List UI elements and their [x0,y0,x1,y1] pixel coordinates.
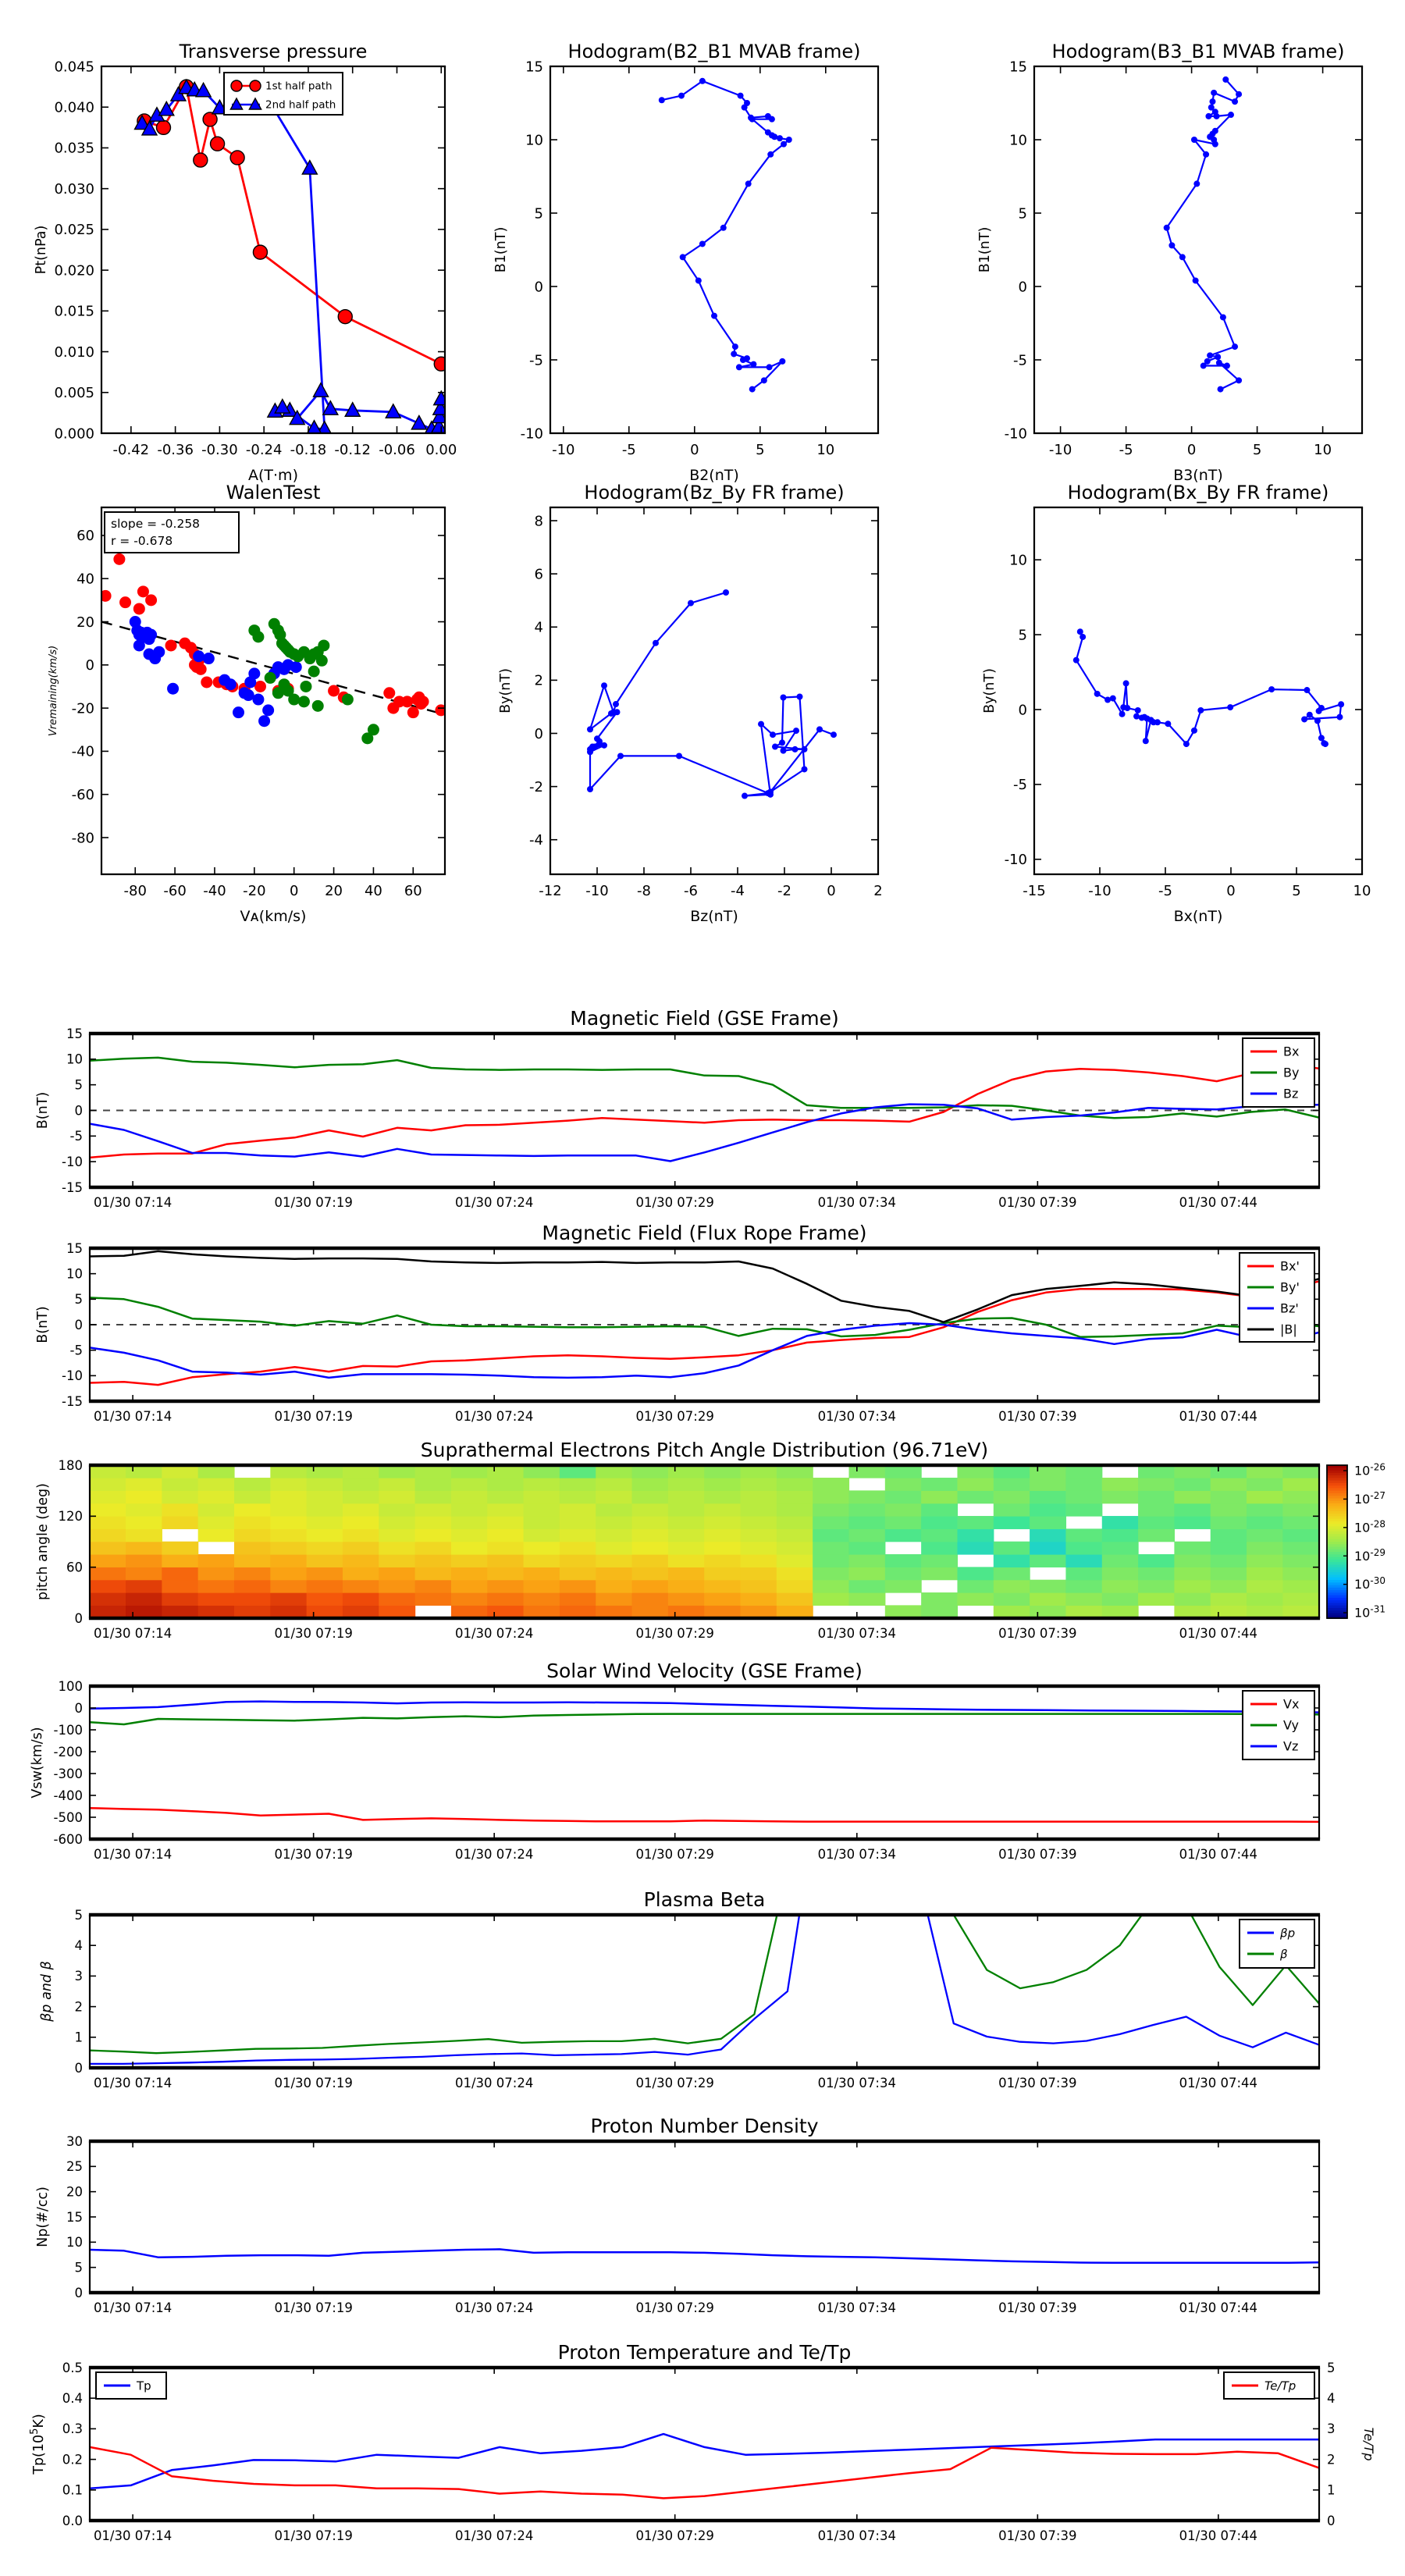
svg-text:-100: -100 [53,1722,83,1738]
svg-text:01/30 07:34: 01/30 07:34 [817,1409,896,1424]
svg-text:Hodogram(Bx_By FR frame): Hodogram(Bx_By FR frame) [1067,482,1329,503]
svg-text:01/30 07:24: 01/30 07:24 [454,2528,534,2543]
svg-text:Vz: Vz [1283,1738,1299,1754]
svg-text:-10: -10 [520,425,543,443]
svg-text:-15: -15 [62,1179,83,1195]
svg-text:01/30 07:19: 01/30 07:19 [274,2076,353,2090]
svg-text:B1(nT): B1(nT) [977,226,993,273]
svg-text:01/30 07:24: 01/30 07:24 [454,1409,534,1424]
svg-text:-0.42: -0.42 [112,442,150,458]
svg-text:6: 6 [534,566,543,583]
svg-text:-4: -4 [529,832,543,849]
b-gse-legend [1243,1038,1314,1107]
svg-text:10-28: $10^{-28}$ [1354,1518,1385,1535]
svg-text:Bx(nT): Bx(nT) [1173,908,1223,925]
svg-text:0: 0 [1327,2513,1336,2528]
svg-text:01/30 07:24: 01/30 07:24 [454,1847,534,1862]
svg-text:01/30 07:14: 01/30 07:14 [93,2076,173,2090]
svg-text:2: 2 [1327,2452,1336,2467]
svg-text:-500: -500 [53,1809,83,1825]
svg-text:01/30 07:14: 01/30 07:14 [93,1195,173,1210]
svg-text:β: β [1280,1947,1288,1962]
svg-text:15: 15 [66,2209,83,2225]
svg-text:-5: -5 [1119,442,1133,458]
svg-text:B2(nT): B2(nT) [689,467,739,484]
svg-text:|B|: |B| [1280,1322,1297,1337]
svg-text:01/30 07:29: 01/30 07:29 [635,1847,714,1862]
series-Bz [90,1105,1319,1162]
hodogram-bx-by [982,482,1371,925]
svg-text:10: 10 [525,132,543,149]
hodogram-b3-b1 [977,41,1363,484]
svg-text:5: 5 [74,2260,83,2275]
svg-text:Vsw(km/s): Vsw(km/s) [30,1727,45,1799]
transverse-pressure [34,41,457,484]
svg-text:-10: -10 [1088,883,1112,899]
svg-text:-5: -5 [69,1129,83,1144]
svg-text:Hodogram(B2_B1 MVAB frame): Hodogram(B2_B1 MVAB frame) [567,41,861,62]
svg-text:βp: βp [1280,1926,1296,1941]
svg-text:0: 0 [534,279,543,296]
series-Bz-By path [587,589,837,799]
svg-text:01/30 07:19: 01/30 07:19 [274,2528,353,2543]
svg-text:-5: -5 [1158,883,1172,899]
svg-text:01/30 07:19: 01/30 07:19 [274,2300,353,2315]
svg-text:3: 3 [74,1969,83,1984]
svg-text:-10: -10 [1048,442,1072,458]
svg-text:01/30 07:29: 01/30 07:29 [635,1626,714,1641]
svg-text:10: 10 [66,1051,83,1067]
svg-text:4: 4 [74,1937,83,1953]
svg-text:01/30 07:14: 01/30 07:14 [93,2300,173,2315]
svg-text:01/30 07:29: 01/30 07:29 [635,2528,714,2543]
svg-text:0.040: 0.040 [54,99,94,116]
svg-text:10: 10 [66,1266,83,1282]
plasma-beta [39,1762,1320,2090]
svg-text:01/30 07:34: 01/30 07:34 [817,1195,896,1210]
svg-text:01/30 07:14: 01/30 07:14 [93,1409,173,1424]
svg-text:Tp(105K): $Tp(10^5K)$ [29,2414,47,2475]
svg-text:0: 0 [289,883,299,899]
svg-text:Magnetic Field (Flux Rope Fram: Magnetic Field (Flux Rope Frame) [542,1222,867,1244]
svg-text:-20: -20 [71,700,94,717]
svg-text:10: 10 [66,2235,83,2250]
svg-text:-0.30: -0.30 [201,442,238,458]
svg-text:01/30 07:19: 01/30 07:19 [274,1847,353,1862]
svg-text:01/30 07:29: 01/30 07:29 [635,2300,714,2315]
svg-text:-10: -10 [1004,425,1027,443]
svg-text:01/30 07:44: 01/30 07:44 [1179,1847,1258,1862]
svg-text:1: 1 [1327,2482,1336,2498]
svg-text:Hodogram(B3_B1 MVAB frame): Hodogram(B3_B1 MVAB frame) [1051,41,1345,62]
series-|B| [90,1251,1319,1322]
svg-text:15: 15 [1009,59,1027,76]
svg-text:0.025: 0.025 [54,222,94,239]
svg-text:2: 2 [873,883,883,899]
svg-text:5: 5 [74,1292,83,1308]
svg-text:5: 5 [534,205,543,222]
svg-text:5: 5 [756,442,765,458]
svg-text:Bz: Bz [1283,1086,1299,1101]
svg-text:01/30 07:29: 01/30 07:29 [635,1409,714,1424]
svg-text:-80: -80 [123,883,147,899]
svg-text:0: 0 [74,2060,83,2076]
svg-text:-400: -400 [53,1788,83,1803]
svg-text:-10: -10 [585,883,609,899]
svg-text:10: 10 [1009,552,1027,569]
svg-text:5: 5 [1252,442,1262,458]
svg-text:01/30 07:39: 01/30 07:39 [998,2528,1077,2543]
svg-text:15: 15 [66,1026,83,1041]
svg-text:-80: -80 [71,830,94,847]
walen-test [48,482,446,925]
pad-spectrogram [35,1439,1385,1641]
svg-text:01/30 07:39: 01/30 07:39 [998,1626,1077,1641]
svg-text:-4: -4 [731,883,745,899]
svg-text:01/30 07:14: 01/30 07:14 [93,1626,173,1641]
svg-text:5: 5 [1292,883,1301,899]
svg-text:-60: -60 [163,883,187,899]
svg-text:0.005: 0.005 [54,385,94,402]
svg-text:0: 0 [74,1317,83,1332]
svg-text:-0.12: -0.12 [334,442,372,458]
svg-text:-200: -200 [53,1744,83,1759]
svg-text:0: 0 [1018,702,1027,719]
svg-text:-12: -12 [539,883,562,899]
svg-text:60: 60 [66,1560,83,1575]
svg-text:20: 20 [66,2184,83,2200]
svg-text:-600: -600 [53,1831,83,1847]
svg-text:pitch angle (deg): pitch angle (deg) [35,1483,51,1600]
svg-text:0.2: 0.2 [62,2452,83,2467]
svg-text:-300: -300 [53,1766,83,1781]
svg-text:-0.24: -0.24 [245,442,283,458]
svg-text:0: 0 [74,2285,83,2300]
series-Tp [90,2434,1319,2489]
svg-text:10: 10 [1009,132,1027,149]
svg-text:-10: -10 [62,1154,83,1169]
svg-text:10-31: $10^{-31}$ [1354,1603,1385,1621]
svg-text:60: 60 [76,528,94,545]
series-B3-B1 path [1164,76,1242,393]
svg-text:-10: -10 [62,1368,83,1384]
svg-text:1: 1 [74,2030,83,2045]
svg-text:Te/Tp: Te/Tp [1361,2427,1376,2461]
svg-text:30: 30 [66,2133,83,2149]
svg-text:01/30 07:44: 01/30 07:44 [1179,2076,1258,2090]
svg-text:-10: -10 [552,442,575,458]
svg-text:0.00: 0.00 [425,442,457,458]
svg-text:0: 0 [74,1610,83,1626]
svg-text:Vremaining(km/s): Vremaining(km/s) [48,645,59,737]
svg-text:0.035: 0.035 [54,140,94,157]
b-gse [35,1007,1320,1210]
svg-text:-5: -5 [1013,777,1027,794]
svg-text:5: 5 [1018,205,1027,222]
svg-text:0: 0 [827,883,836,899]
svg-text:01/30 07:44: 01/30 07:44 [1179,2300,1258,2315]
series-B2-B1 path [659,78,792,393]
svg-text:01/30 07:19: 01/30 07:19 [274,1409,353,1424]
svg-text:Solar Wind Velocity (GSE Frame: Solar Wind Velocity (GSE Frame) [546,1660,863,1682]
svg-text:10-30: $10^{-30}$ [1354,1575,1385,1592]
series-Vz [90,1702,1319,1713]
svg-text:0: 0 [1018,279,1027,296]
svg-text:slope = -0.258: slope = -0.258 [111,517,201,531]
svg-text:01/30 07:19: 01/30 07:19 [274,1195,353,1210]
svg-text:01/30 07:24: 01/30 07:24 [454,2300,534,2315]
svg-text:2: 2 [534,672,543,689]
svg-text:Bx: Bx [1283,1044,1300,1059]
svg-text:-40: -40 [71,743,94,760]
svg-text:A(T·m): A(T·m) [248,467,298,484]
svg-text:01/30 07:19: 01/30 07:19 [274,1626,353,1641]
svg-text:1st half path: 1st half path [265,80,333,93]
svg-text:0: 0 [1226,883,1236,899]
transverse-pressure-legend [224,73,343,115]
svg-text:01/30 07:44: 01/30 07:44 [1179,2528,1258,2543]
svg-text:0.000: 0.000 [54,425,94,443]
svg-text:10-29: $10^{-29}$ [1354,1546,1385,1564]
svg-text:-40: -40 [203,883,226,899]
series-Np [90,2249,1319,2262]
svg-text:0.1: 0.1 [62,2482,83,2498]
svg-text:-6: -6 [684,883,698,899]
svg-text:-0.06: -0.06 [379,442,415,458]
svg-text:01/30 07:39: 01/30 07:39 [998,1409,1077,1424]
svg-text:0.4: 0.4 [62,2390,83,2406]
svg-text:8: 8 [534,513,543,530]
svg-text:01/30 07:24: 01/30 07:24 [454,1195,534,1210]
svg-text:01/30 07:39: 01/30 07:39 [998,1195,1077,1210]
b-fr-legend [1240,1253,1314,1342]
proton-density [35,2115,1320,2315]
svg-text:60: 60 [404,883,422,899]
svg-text:0.010: 0.010 [54,343,94,361]
svg-text:-15: -15 [62,1393,83,1409]
svg-text:0: 0 [690,442,699,458]
svg-text:01/30 07:44: 01/30 07:44 [1179,1626,1258,1641]
svg-text:-2: -2 [529,778,543,795]
svg-text:-20: -20 [243,883,266,899]
svg-text:-2: -2 [777,883,791,899]
svg-text:Pt(nPa): Pt(nPa) [34,225,49,275]
svg-text:-0.18: -0.18 [290,442,327,458]
svg-text:Suprathermal Electrons Pitch A: Suprathermal Electrons Pitch Angle Distribution (96.71eV) [420,1439,989,1461]
series-Bx-By path [1073,628,1344,747]
svg-text:Vy: Vy [1283,1717,1299,1733]
svg-text:40: 40 [76,571,94,588]
svg-text:01/30 07:34: 01/30 07:34 [817,2076,896,2090]
svg-text:Proton Number Density: Proton Number Density [590,2115,819,2137]
svg-text:Vx: Vx [1283,1696,1300,1712]
svg-text:01/30 07:39: 01/30 07:39 [998,2300,1077,2315]
series-Bx' [90,1279,1319,1386]
svg-text:0.020: 0.020 [54,262,94,279]
vsw-legend [1243,1691,1314,1759]
svg-text:βp and β: βp and β [39,1961,55,2022]
svg-text:B(nT): B(nT) [35,1306,51,1343]
svg-text:01/30 07:34: 01/30 07:34 [817,1847,896,1862]
svg-text:0.5: 0.5 [62,2360,83,2375]
series-1st half path [137,80,448,371]
series-Te/Tp [90,2447,1319,2499]
svg-text:Vᴀ(km/s): Vᴀ(km/s) [240,908,307,925]
hodogram-b2-b1 [493,41,879,484]
svg-text:r = -0.678: r = -0.678 [111,534,173,548]
svg-text:15: 15 [66,1240,83,1256]
svg-text:0.0: 0.0 [62,2513,83,2528]
colorbar [1327,1462,1385,1621]
svg-text:Transverse pressure: Transverse pressure [179,41,368,62]
svg-text:25: 25 [66,2159,83,2175]
series-By' [90,1297,1319,1336]
svg-text:-5: -5 [529,352,543,369]
svg-text:20: 20 [325,883,343,899]
svg-text:By: By [1283,1065,1300,1080]
svg-text:Hodogram(Bz_By FR frame): Hodogram(Bz_By FR frame) [584,482,845,503]
svg-text:0: 0 [1186,442,1197,458]
b-fr [35,1222,1320,1424]
svg-text:Tp: Tp [137,2379,151,2393]
svg-text:4: 4 [534,619,543,636]
svg-text:-5: -5 [69,1343,83,1358]
svg-text:-0.36: -0.36 [157,442,194,458]
hodogram-bz-by [498,482,883,925]
svg-text:120: 120 [58,1509,83,1525]
svg-text:01/30 07:44: 01/30 07:44 [1179,1195,1258,1210]
svg-text:5: 5 [1018,627,1027,644]
svg-text:0.015: 0.015 [54,303,94,320]
svg-text:WalenTest: WalenTest [226,482,321,503]
svg-text:01/30 07:14: 01/30 07:14 [93,2528,173,2543]
svg-text:01/30 07:14: 01/30 07:14 [93,1847,173,1862]
svg-text:01/30 07:24: 01/30 07:24 [454,1626,534,1641]
svg-text:01/30 07:34: 01/30 07:34 [817,2300,896,2315]
proton-temperature-legend [96,2372,166,2399]
svg-text:-15: -15 [1023,883,1046,899]
svg-text:2: 2 [74,1999,83,2015]
svg-text:Plasma Beta: Plasma Beta [643,1888,766,1911]
svg-text:Te/Tp: Te/Tp [1264,2379,1297,2393]
svg-text:01/30 07:34: 01/30 07:34 [817,1626,896,1641]
svg-text:10-26: $10^{-26}$ [1354,1461,1385,1478]
svg-text:2nd half path: 2nd half path [265,98,336,112]
svg-text:100: 100 [58,1678,83,1694]
plasma-beta-legend [1240,1920,1314,1968]
svg-text:0.045: 0.045 [54,59,94,76]
svg-text:0: 0 [534,725,543,742]
svg-text:By': By' [1280,1279,1300,1295]
svg-text:15: 15 [525,59,543,76]
svg-text:Bz(nT): Bz(nT) [690,908,738,925]
svg-text:10: 10 [1314,442,1332,458]
svg-text:B1(nT): B1(nT) [493,226,509,273]
svg-text:B(nT): B(nT) [35,1091,51,1130]
svg-text:Proton Temperature and Te/Tp: Proton Temperature and Te/Tp [557,2341,852,2364]
svg-text:By(nT): By(nT) [498,668,514,713]
svg-text:0: 0 [74,1700,83,1716]
svg-text:01/30 07:24: 01/30 07:24 [454,2076,534,2090]
svg-text:0: 0 [74,1103,83,1119]
series-Vx [90,1808,1319,1822]
svg-text:5: 5 [1327,2360,1336,2375]
svg-text:01/30 07:29: 01/30 07:29 [635,2076,714,2090]
svg-text:-10: -10 [1004,852,1027,869]
svg-text:01/30 07:39: 01/30 07:39 [998,2076,1077,2090]
svg-text:Np(#/cc): Np(#/cc) [35,2186,51,2247]
svg-text:4: 4 [1327,2390,1336,2406]
svg-text:180: 180 [58,1457,83,1473]
svg-text:By(nT): By(nT) [982,668,998,713]
svg-text:10: 10 [1353,883,1371,899]
proton-temperature [29,2341,1376,2543]
svg-text:B3(nT): B3(nT) [1173,467,1223,484]
svg-text:10: 10 [816,442,835,458]
svg-text:0: 0 [85,657,94,674]
svg-text:5: 5 [74,1907,83,1923]
svg-text:5: 5 [74,1077,83,1093]
series-2nd half path [135,80,449,435]
series-Vy [90,1714,1319,1724]
svg-text:-5: -5 [1013,352,1027,369]
svg-text:-5: -5 [621,442,636,458]
vsw [30,1660,1320,1862]
svg-text:20: 20 [76,614,94,631]
svg-text:01/30 07:44: 01/30 07:44 [1179,1409,1258,1424]
svg-text:Bx': Bx' [1280,1258,1300,1274]
svg-text:-60: -60 [71,787,94,804]
svg-text:3: 3 [1327,2421,1336,2437]
svg-text:01/30 07:29: 01/30 07:29 [635,1195,714,1210]
proton-temperature-legend [1224,2372,1314,2399]
svg-text:40: 40 [364,883,382,899]
svg-text:01/30 07:39: 01/30 07:39 [998,1847,1077,1862]
svg-text:0.030: 0.030 [54,180,94,197]
svg-text:0.3: 0.3 [62,2421,83,2437]
heatmap-cells [90,1465,1320,1619]
svg-text:-8: -8 [637,883,651,899]
svg-text:Magnetic Field (GSE Frame): Magnetic Field (GSE Frame) [570,1007,839,1030]
svg-text:01/30 07:34: 01/30 07:34 [817,2528,896,2543]
svg-text:Bz': Bz' [1280,1300,1299,1316]
svg-text:10-27: $10^{-27}$ [1354,1490,1385,1507]
